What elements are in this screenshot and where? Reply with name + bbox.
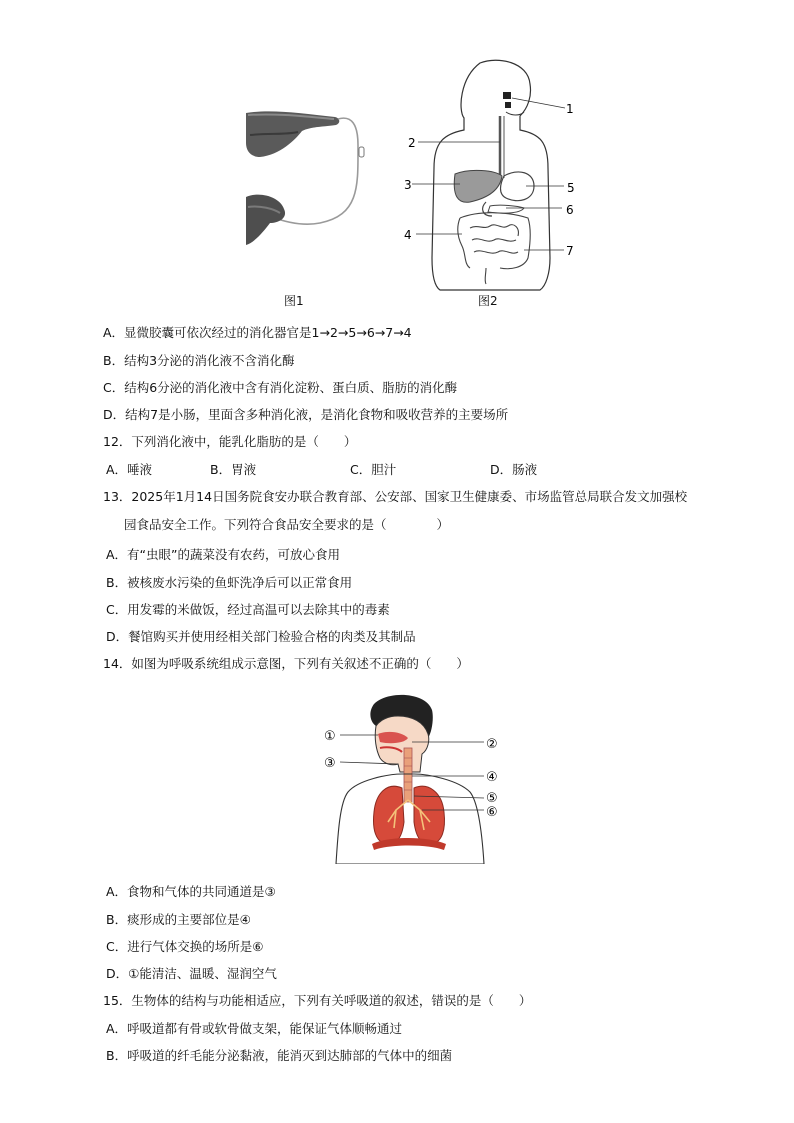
fig2-label-4: 4 [404, 228, 412, 242]
figure-respiratory-system [318, 692, 508, 864]
resp-label-3: ③ [324, 756, 336, 771]
resp-label-2: ② [486, 737, 498, 752]
q13-option-c: C．用发霉的米做饭，经过高温可以去除其中的毒素 [106, 602, 390, 617]
fig2-label-3: 3 [404, 178, 412, 192]
q15-option-b: B．呼吸道的纤毛能分泌黏液，能消灭到达肺部的气体中的细菌 [106, 1048, 453, 1063]
figure-2-caption: 图2 [478, 294, 498, 308]
q11-option-b: B．结构3分泌的消化液不含消化酶 [103, 353, 295, 368]
q13-stem-line2: 园食品安全工作。下列符合食品安全要求的是（ ） [124, 517, 450, 532]
q13-option-a: A．有“虫眼”的蔬菜没有农药，可放心食用 [106, 547, 341, 562]
figure-1-caption: 图1 [284, 294, 304, 308]
q14-stem: 14．如图为呼吸系统组成示意图，下列有关叙述不正确的（ ） [103, 656, 469, 671]
resp-label-6: ⑥ [486, 805, 498, 820]
q15-stem: 15．生物体的结构与功能相适应，下列有关呼吸道的叙述，错误的是（ ） [103, 993, 532, 1008]
q12-option-d: D．肠液 [490, 462, 538, 477]
q13-stem-line1: 13．2025年1月14日国务院食安办联合教育部、公安部、国家卫生健康委、市场监管总局联合发文加强校 [103, 489, 688, 504]
q14-option-a: A．食物和气体的共同通道是③ [106, 884, 276, 899]
q12-option-c: C．胆汁 [350, 462, 397, 477]
resp-label-4: ④ [486, 770, 498, 785]
q13-option-b: B．被核废水污染的鱼虾洗净后可以正常食用 [106, 575, 353, 590]
resp-label-1: ① [324, 729, 336, 744]
q13-option-d: D．餐馆购买并使用经相关部门检验合格的肉类及其制品 [106, 629, 416, 644]
q15-option-a: A．呼吸道都有骨或软骨做支架，能保证气体顺畅通过 [106, 1021, 403, 1036]
fig2-label-6: 6 [566, 203, 574, 217]
fig2-label-1: 1 [566, 102, 574, 116]
q12-stem: 12．下列消化液中，能乳化脂肪的是（ ） [103, 434, 357, 449]
q14-option-d: D．①能清洁、温暖、湿润空气 [106, 966, 277, 981]
q12-option-a: A．唾液 [106, 462, 153, 477]
q11-option-d: D．结构7是小肠，里面含多种消化液，是消化食物和吸收营养的主要场所 [103, 407, 509, 422]
q11-option-c: C．结构6分泌的消化液中含有消化淀粉、蛋白质、脂肪的消化酶 [103, 380, 458, 395]
figure-1-capsule-photo [240, 105, 370, 250]
q12-option-b: B．胃液 [210, 462, 257, 477]
resp-label-5: ⑤ [486, 791, 498, 806]
q14-option-c: C．进行气体交换的场所是⑥ [106, 939, 264, 954]
q14-option-b: B．痰形成的主要部位是④ [106, 912, 251, 927]
figure-2-digestive-system [400, 58, 590, 293]
fig2-label-2: 2 [408, 136, 416, 150]
fig2-label-5: 5 [567, 181, 575, 195]
q11-option-a: A．显微胶囊可依次经过的消化器官是1→2→5→6→7→4 [103, 325, 412, 340]
fig2-label-7: 7 [566, 244, 574, 258]
